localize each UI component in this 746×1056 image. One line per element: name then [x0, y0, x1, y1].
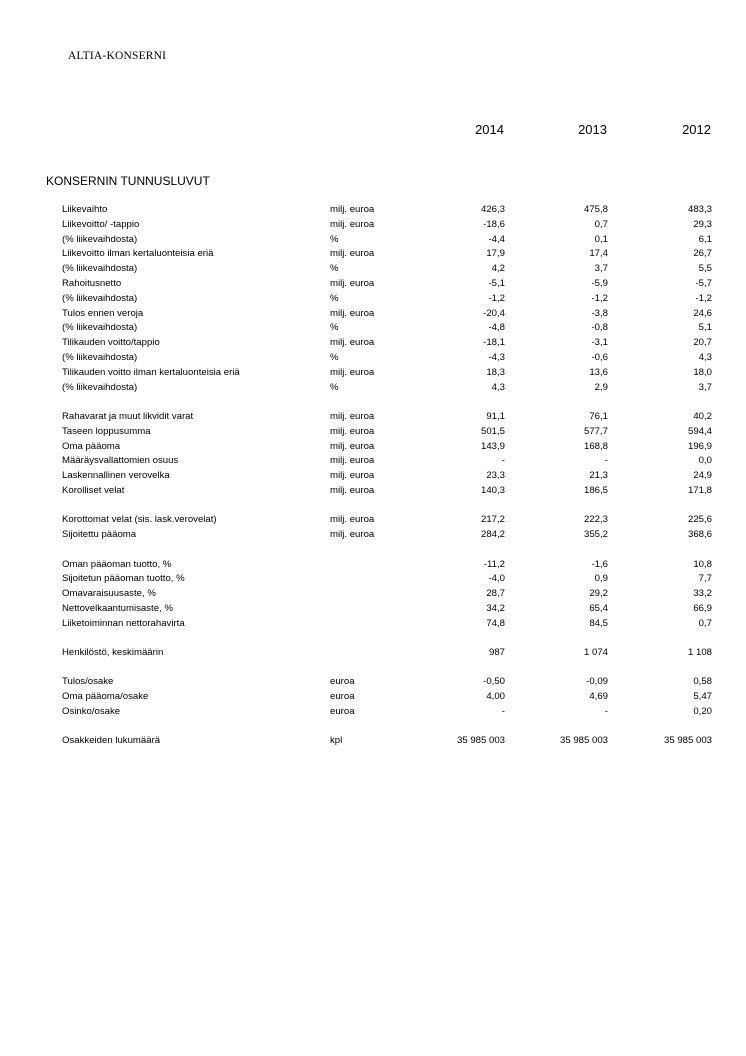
table-row — [0, 336, 746, 351]
value-2012: 18,0 — [693, 366, 712, 378]
table-row — [0, 558, 746, 573]
row-label: Sijoitetun pääoman tuotto, % — [62, 573, 185, 585]
row-label: (% liikevaihdosta) — [62, 233, 138, 245]
row-unit: % — [330, 263, 339, 275]
row-unit: milj. euroa — [330, 410, 375, 422]
table-row — [0, 675, 746, 690]
value-2012: 29,3 — [693, 218, 712, 230]
row-label: Osinko/osake — [62, 706, 121, 718]
row-unit: milj. euroa — [330, 277, 375, 289]
value-2013: -0,6 — [591, 351, 608, 363]
key-figures-table — [0, 203, 746, 749]
value-2013: 355,2 — [583, 529, 608, 541]
value-2013: 0,9 — [594, 573, 608, 585]
section-title: KONSERNIN TUNNUSLUVUT — [46, 174, 210, 188]
table-row — [0, 233, 746, 248]
row-label: Liikevaihto — [62, 204, 108, 215]
value-2014: -0,50 — [483, 676, 505, 688]
value-2012: 35 985 003 — [663, 735, 712, 747]
value-2012: 225,6 — [687, 514, 712, 526]
row-unit: milj. euroa — [330, 248, 375, 260]
row-label: Tilikauden voitto/tappio — [62, 337, 160, 349]
value-2013: 13,6 — [589, 366, 608, 378]
row-unit: euroa — [330, 706, 355, 718]
value-2012: 7,7 — [698, 573, 712, 585]
table-row — [0, 440, 746, 455]
row-unit: milj. euroa — [330, 425, 375, 437]
value-2014: 987 — [488, 647, 505, 659]
value-2012: 5,47 — [693, 691, 712, 703]
value-2013: 84,5 — [589, 617, 608, 629]
value-2012: 26,7 — [693, 248, 712, 260]
table-row — [0, 307, 746, 322]
value-2013: -1,2 — [591, 292, 608, 304]
row-unit: milj. euroa — [330, 484, 375, 496]
value-2014: 28,7 — [486, 588, 505, 600]
value-2012: -5,7 — [695, 277, 712, 289]
value-2014: 426,3 — [480, 204, 505, 215]
table-row — [0, 734, 746, 749]
row-unit: % — [330, 233, 339, 245]
table-row — [0, 262, 746, 277]
row-label: Tilikauden voitto ilman kertaluonteisia eriä — [62, 366, 240, 378]
row-label: Nettovelkaantumisaste, % — [62, 602, 173, 614]
table-row — [0, 484, 746, 499]
value-2012: -1,2 — [695, 292, 712, 304]
value-2012: 10,8 — [693, 558, 712, 570]
value-2014: 4,00 — [486, 691, 505, 703]
row-label: Korolliset velat — [62, 484, 125, 496]
value-2012: 171,8 — [687, 484, 712, 496]
value-2014: 501,5 — [480, 425, 505, 437]
table-row — [0, 469, 746, 484]
value-2014: -4,3 — [488, 351, 505, 363]
row-label: Taseen loppusumma — [62, 425, 151, 437]
value-2012: 5,1 — [698, 322, 712, 334]
value-2014: -18,6 — [483, 218, 505, 230]
row-unit: milj. euroa — [330, 337, 375, 349]
table-row — [0, 203, 746, 218]
value-2013: 35 985 003 — [559, 735, 608, 747]
row-label: (% liikevaihdosta) — [62, 381, 138, 393]
value-2013: 577,7 — [583, 425, 608, 437]
value-2014: 140,3 — [480, 484, 505, 496]
row-label: Oman pääoman tuotto, % — [62, 558, 172, 570]
row-label: Henkilöstö, keskimäärin — [62, 647, 164, 659]
value-2013: 168,8 — [583, 440, 608, 452]
value-2012: 0,20 — [693, 706, 712, 718]
value-2014: -1,2 — [488, 292, 505, 304]
value-2012: 0,7 — [698, 617, 712, 629]
value-2014: 91,1 — [486, 410, 505, 422]
row-unit: milj. euroa — [330, 366, 375, 378]
value-2014: 217,2 — [480, 514, 505, 526]
value-2013: 76,1 — [589, 410, 608, 422]
value-2013: 1 074 — [583, 647, 608, 659]
value-2014: 74,8 — [486, 617, 505, 629]
row-unit: % — [330, 322, 339, 334]
value-2014: -4,4 — [488, 233, 505, 245]
value-2014: -4,0 — [488, 573, 505, 585]
table-row — [0, 381, 746, 396]
value-2012: 33,2 — [693, 588, 712, 600]
row-label: (% liikevaihdosta) — [62, 263, 138, 275]
row-label: Sijoitettu pääoma — [62, 529, 137, 541]
row-label: Korottomat velat (sis. lask.verovelat) — [62, 514, 217, 526]
value-2013: 0,7 — [594, 218, 608, 230]
row-unit: milj. euroa — [330, 529, 375, 541]
row-label: Omavaraisuusaste, % — [62, 588, 156, 600]
table-row — [0, 351, 746, 366]
table-row — [0, 690, 746, 705]
row-unit: milj. euroa — [330, 514, 375, 526]
value-2013: -1,6 — [591, 558, 608, 570]
row-label: Oma pääoma — [62, 440, 121, 452]
row-label: (% liikevaihdosta) — [62, 322, 138, 334]
value-2012: 0,0 — [698, 455, 712, 467]
value-2014: 143,9 — [480, 440, 505, 452]
value-2014: 23,3 — [486, 470, 505, 482]
value-2014: 18,3 — [486, 366, 505, 378]
row-label: (% liikevaihdosta) — [62, 351, 138, 363]
value-2012: 1 108 — [687, 647, 712, 659]
row-unit: euroa — [330, 691, 355, 703]
company-name: ALTIA-KONSERNI — [68, 50, 167, 62]
year-2013: 2013 — [578, 122, 607, 137]
row-unit: milj. euroa — [330, 307, 375, 319]
value-2014: 4,3 — [491, 381, 505, 393]
value-2012: 594,4 — [687, 425, 712, 437]
table-row — [0, 277, 746, 292]
row-unit: milj. euroa — [330, 218, 375, 230]
table-row — [0, 247, 746, 262]
value-2014: 17,9 — [486, 248, 505, 260]
row-unit: milj. euroa — [330, 440, 375, 452]
value-2012: 24,6 — [693, 307, 712, 319]
table-row — [0, 587, 746, 602]
table-row — [0, 292, 746, 307]
row-label: Osakkeiden lukumäärä — [62, 735, 161, 747]
table-row — [0, 602, 746, 617]
value-2013: -0,09 — [586, 676, 608, 688]
value-2014: - — [501, 706, 505, 718]
row-label: Tulos ennen veroja — [62, 307, 144, 319]
table-row — [0, 366, 746, 381]
value-2013: 17,4 — [589, 248, 608, 260]
value-2012: 40,2 — [693, 410, 712, 422]
value-2013: 65,4 — [589, 602, 608, 614]
value-2013: 186,5 — [583, 484, 608, 496]
value-2014: - — [501, 455, 505, 467]
value-2013: 21,3 — [589, 470, 608, 482]
row-unit: % — [330, 381, 339, 393]
row-label: Määräysvallattomien osuus — [62, 455, 179, 467]
row-unit: milj. euroa — [330, 455, 375, 467]
value-2013: 29,2 — [589, 588, 608, 600]
value-2014: -4,8 — [488, 322, 505, 334]
value-2013: 222,3 — [583, 514, 608, 526]
row-label: Liikevoitto ilman kertaluonteisia eriä — [62, 248, 214, 260]
table-row — [0, 646, 746, 661]
year-header — [0, 122, 746, 138]
value-2013: -0,8 — [591, 322, 608, 334]
table-row — [0, 425, 746, 440]
row-label: Liikevoitto/ -tappio — [62, 218, 140, 230]
value-2013: 3,7 — [594, 263, 608, 275]
value-2012: 5,5 — [698, 263, 712, 275]
value-2014: 284,2 — [480, 529, 505, 541]
value-2012: 3,7 — [698, 381, 712, 393]
value-2012: 66,9 — [693, 602, 712, 614]
row-label: Rahavarat ja muut likvidit varat — [62, 410, 194, 422]
value-2013: 4,69 — [589, 691, 608, 703]
row-unit: milj. euroa — [330, 204, 375, 215]
value-2014: 4,2 — [491, 263, 505, 275]
value-2014: 35 985 003 — [456, 735, 505, 747]
row-label: Rahoitusnetto — [62, 277, 122, 289]
table-row — [0, 572, 746, 587]
value-2014: -20,4 — [483, 307, 505, 319]
value-2013: - — [604, 706, 608, 718]
table-row — [0, 617, 746, 632]
value-2012: 196,9 — [687, 440, 712, 452]
value-2012: 0,58 — [693, 676, 712, 688]
table-row — [0, 705, 746, 720]
row-label: (% liikevaihdosta) — [62, 292, 138, 304]
row-unit: % — [330, 351, 339, 363]
row-unit: % — [330, 292, 339, 304]
row-unit: kpl — [330, 735, 343, 747]
table-row — [0, 513, 746, 528]
value-2013: 0,1 — [594, 233, 608, 245]
value-2013: 475,8 — [583, 204, 608, 215]
year-2014: 2014 — [475, 122, 504, 137]
row-unit: euroa — [330, 676, 355, 688]
value-2013: -3,1 — [591, 337, 608, 349]
row-label: Tulos/osake — [62, 676, 114, 688]
value-2012: 368,6 — [687, 529, 712, 541]
value-2012: 483,3 — [687, 204, 712, 215]
table-row — [0, 528, 746, 543]
value-2012: 4,3 — [698, 351, 712, 363]
value-2014: -18,1 — [483, 337, 505, 349]
row-label: Liiketoiminnan nettorahavirta — [62, 617, 185, 629]
table-row — [0, 321, 746, 336]
year-2012: 2012 — [682, 122, 711, 137]
value-2014: 34,2 — [486, 602, 505, 614]
value-2014: -5,1 — [488, 277, 505, 289]
value-2012: 24,9 — [693, 470, 712, 482]
value-2013: 2,9 — [594, 381, 608, 393]
value-2014: -11,2 — [483, 558, 505, 570]
row-label: Laskennallinen verovelka — [62, 470, 170, 482]
table-row — [0, 218, 746, 233]
value-2013: -5,9 — [591, 277, 608, 289]
table-row — [0, 410, 746, 425]
value-2012: 6,1 — [698, 233, 712, 245]
row-unit: milj. euroa — [330, 470, 375, 482]
value-2013: - — [604, 455, 608, 467]
row-label: Oma pääoma/osake — [62, 691, 149, 703]
table-row — [0, 454, 746, 469]
value-2012: 20,7 — [693, 337, 712, 349]
value-2013: -3,8 — [591, 307, 608, 319]
